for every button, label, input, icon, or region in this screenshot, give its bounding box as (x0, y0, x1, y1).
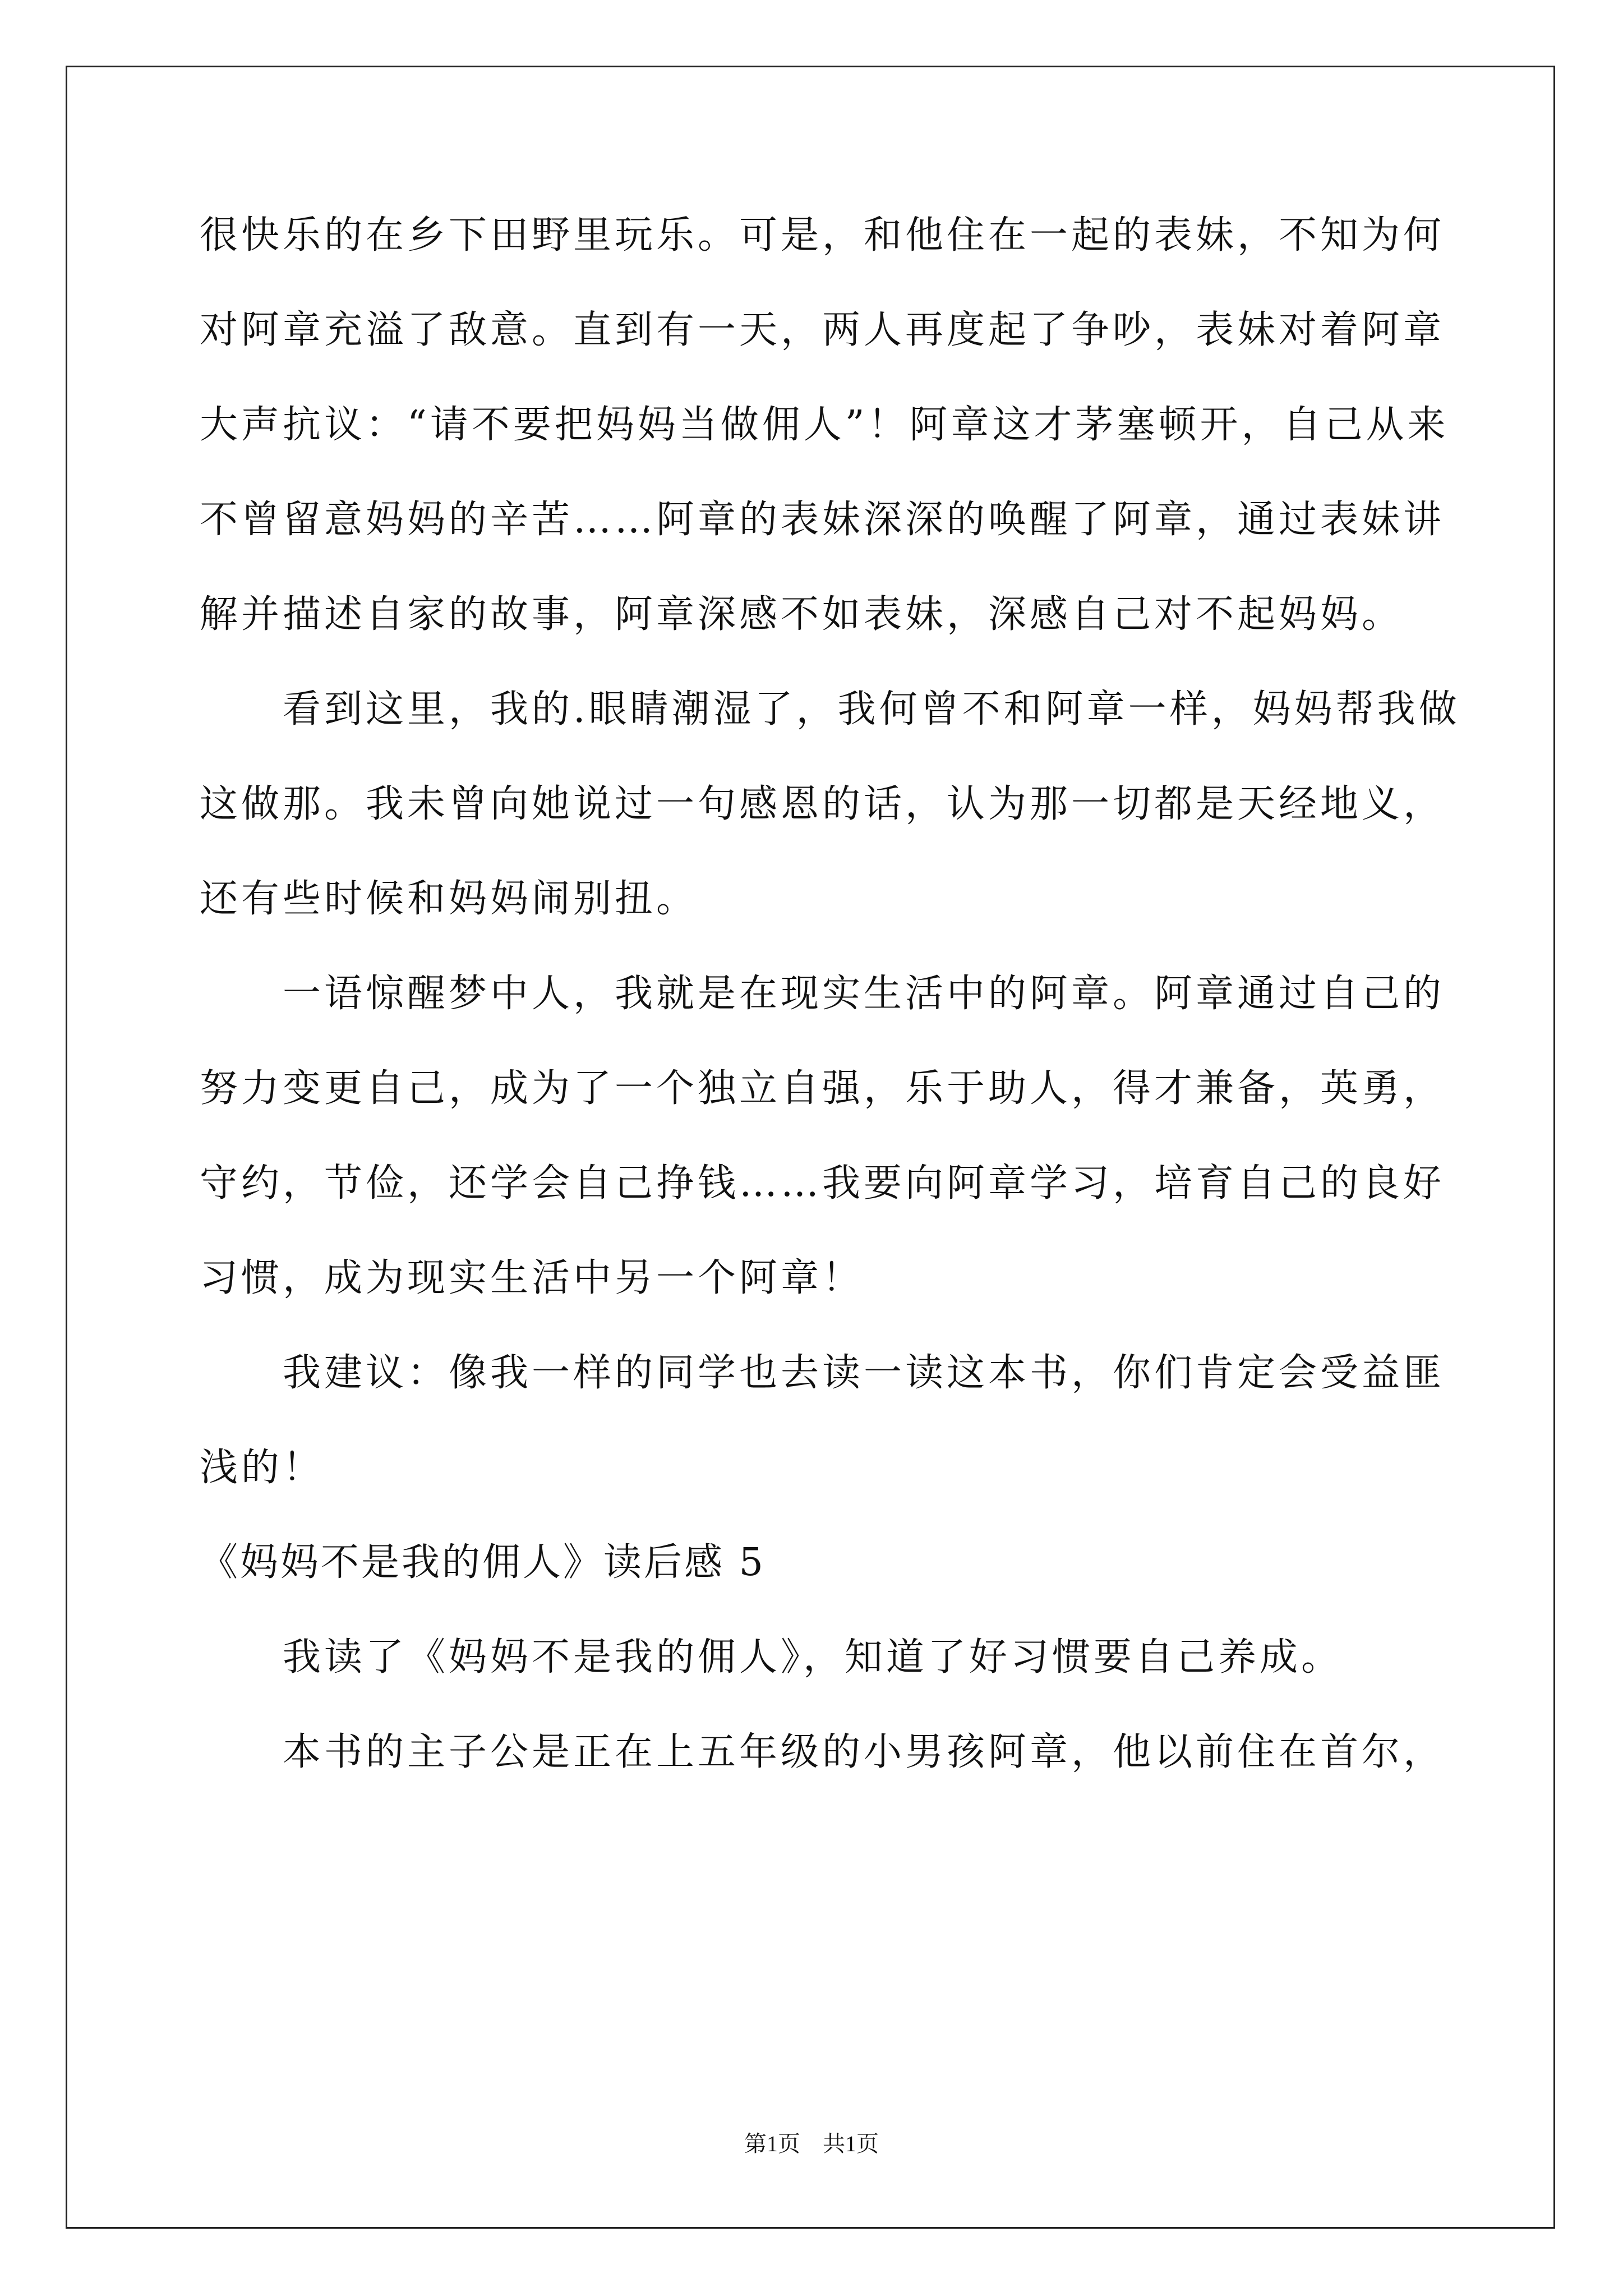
text-line: 习惯，成为现实生活中另一个阿章！ (200, 1256, 864, 1300)
text-line: 大声抗议：“请不要把妈妈当做佣人”！阿章这才茅塞顿开，自己从来 (200, 403, 1449, 447)
text-line: 浅的！ (200, 1446, 325, 1490)
text-line: 很快乐的在乡下田野里玩乐。可是，和他住在一起的表妹，不知为何 (200, 213, 1445, 257)
text-line: 本书的主子公是正在上五年级的小男孩阿章，他以前住在首尔， (200, 1730, 1445, 1774)
text-line: 我读了《妈妈不是我的佣人》，知道了好习惯要自己养成。 (200, 1635, 1343, 1680)
text-line: 解并描述自家的故事，阿章深感不如表妹，深感自己对不起妈妈。 (200, 592, 1404, 637)
text-line: 看到这里，我的.眼睛潮湿了，我何曾不和阿章一样，妈妈帮我做 (200, 687, 1460, 731)
text-line: 一语惊醒梦中人，我就是在现实生活中的阿章。阿章通过自己的 (200, 972, 1445, 1016)
page-border (66, 66, 1555, 2229)
section-heading: 《妈妈不是我的佣人》读后感 5 (200, 1540, 766, 1585)
text-line: 还有些时候和妈妈闹别扭。 (200, 877, 698, 921)
text-line: 对阿章充溢了敌意。直到有一天，两人再度起了争吵，表妹对着阿章 (200, 308, 1445, 352)
text-line: 守约，节俭，还学会自己挣钱……我要向阿章学习，培育自己的良好 (200, 1161, 1445, 1205)
text-line: 这做那。我未曾向她说过一句感恩的话，认为那一切都是天经地义， (200, 782, 1445, 826)
page-footer: 第1页 共1页 (744, 2131, 879, 2156)
text-line: 我建议：像我一样的同学也去读一读这本书，你们肯定会受益匪 (200, 1351, 1445, 1395)
text-line: 努力变更自己，成为了一个独立自强，乐于助人，得才兼备，英勇， (200, 1066, 1445, 1111)
text-line: 不曾留意妈妈的辛苦……阿章的表妹深深的唤醒了阿章，通过表妹讲 (200, 498, 1445, 542)
